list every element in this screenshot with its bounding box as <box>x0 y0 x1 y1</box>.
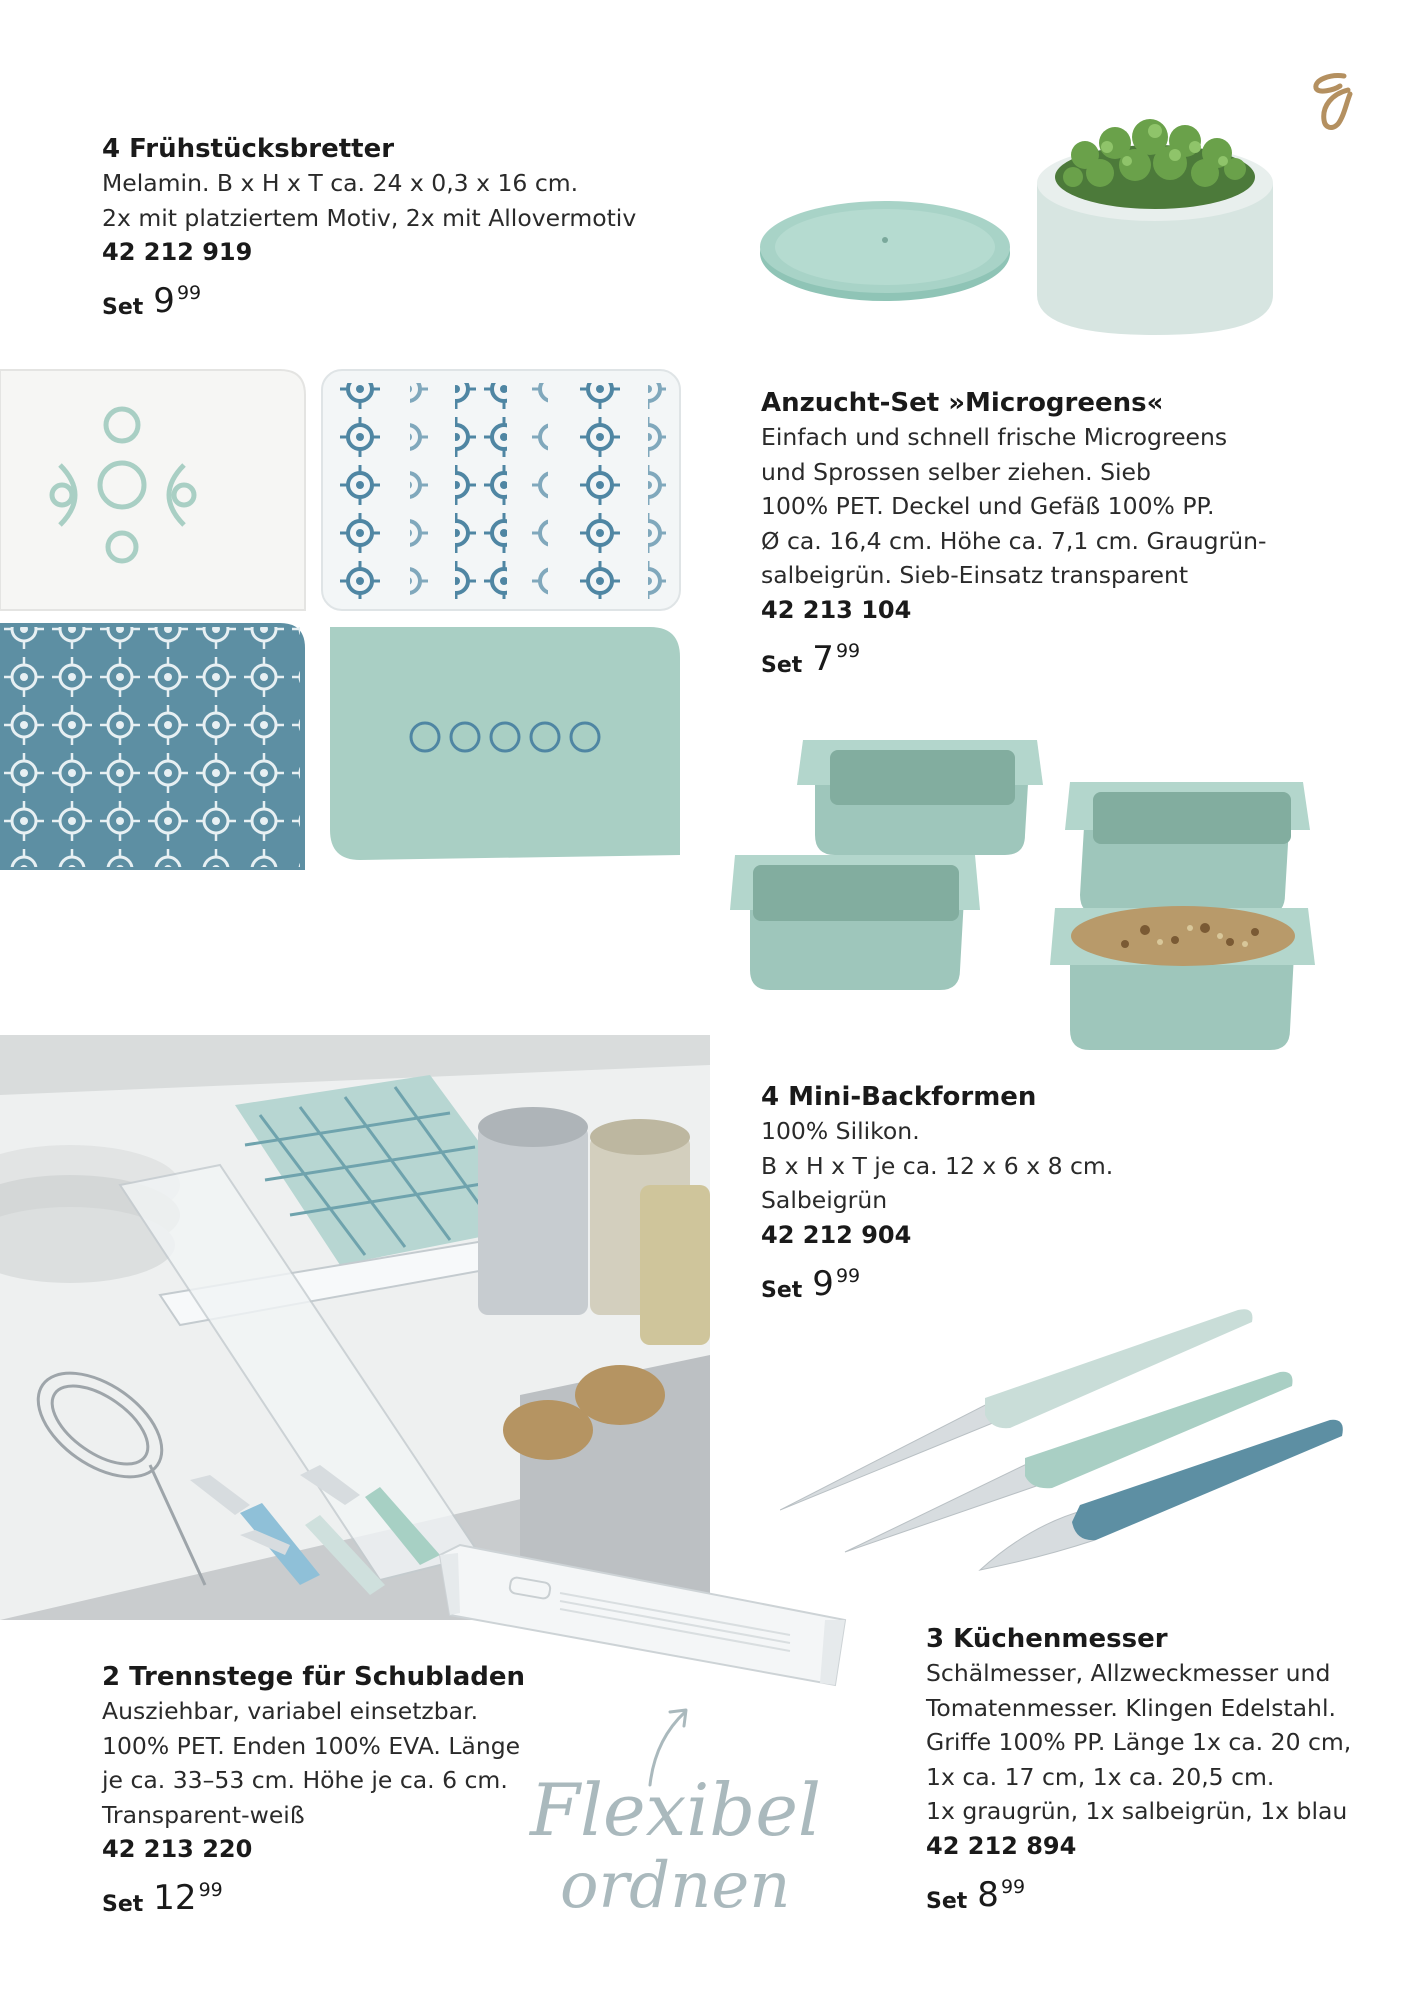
price-unit: Set <box>761 652 803 678</box>
price-unit: Set <box>102 1892 144 1917</box>
article-number: 42 212 919 <box>102 238 253 266</box>
price-cent: 99 <box>1000 1875 1026 1898</box>
product-breakfast-boards <box>102 132 636 320</box>
product-drawer-dividers <box>102 1660 525 1917</box>
product-desc-line: 100% Silikon. <box>761 1117 920 1145</box>
product-desc-line: Griffe 100% PP. Länge 1x ca. 20 cm, <box>926 1728 1352 1756</box>
product-mini-baking-molds <box>761 1080 1113 1303</box>
product-desc-line: salbeigrün. Sieb-Einsatz transparent <box>761 561 1189 589</box>
handwriting-line-1: Flexibel <box>530 1768 821 1852</box>
product-desc-line: Transparent-weiß <box>102 1800 305 1829</box>
price-unit: Set <box>761 1277 803 1303</box>
article-number: 42 212 894 <box>926 1831 1077 1860</box>
handwriting-line-2: ordnen <box>560 1849 791 1923</box>
product-title: 2 Trennstege für Schubladen <box>102 1662 526 1692</box>
product-desc-line: je ca. 33–53 cm. Höhe je ca. 6 cm. <box>102 1766 508 1794</box>
product-desc-line: 1x graugrün, 1x salbeigrün, 1x blau <box>926 1797 1348 1825</box>
price-cent: 99 <box>198 1879 223 1901</box>
price-euro: 7 <box>812 638 834 679</box>
product-desc-line: Salbeigrün <box>761 1186 888 1214</box>
product-desc-line: 100% PET. Deckel und Gefäß 100% PP. <box>761 492 1215 520</box>
mini-baking-molds-image <box>725 730 1365 1100</box>
product-desc-line: Schälmesser, Allzweckmesser und <box>926 1659 1331 1687</box>
article-number: 42 212 904 <box>761 1220 912 1249</box>
price-euro: 8 <box>977 1874 999 1915</box>
product-desc-line: Ø ca. 16,4 cm. Höhe ca. 7,1 cm. Graugrün- <box>761 526 1267 555</box>
product-title: 4 Mini-Backformen <box>761 1082 1037 1112</box>
product-kitchen-knives <box>926 1622 1351 1914</box>
article-number: 42 213 220 <box>102 1835 253 1863</box>
product-desc-line: und Sprossen selber ziehen. Sieb <box>761 457 1151 486</box>
product-desc-line: 100% PET. Enden 100% EVA. Länge <box>102 1731 521 1760</box>
product-desc-line: 2x mit platziertem Motiv, 2x mit Allovermotiv <box>102 203 637 232</box>
price-euro: 12 <box>153 1878 197 1918</box>
price-cent: 99 <box>835 1264 861 1287</box>
breakfast-boards-image <box>0 365 690 875</box>
product-desc-line: Einfach und schnell frische Microgreens <box>761 423 1228 451</box>
price-cent: 99 <box>176 282 202 304</box>
price-tag <box>102 1880 525 1917</box>
article-number: 42 213 104 <box>761 595 912 624</box>
price-tag <box>761 638 1267 679</box>
drawer-organizer-image <box>0 1035 710 1620</box>
price-cent: 99 <box>835 639 861 662</box>
product-desc-line: Tomatenmesser. Klingen Edelstahl. <box>926 1693 1336 1722</box>
product-desc-line: B x H x T je ca. 12 x 6 x 8 cm. <box>761 1151 1114 1180</box>
price-euro: 9 <box>153 281 175 321</box>
microgreens-set-image <box>755 95 1320 345</box>
product-desc-line: 1x ca. 17 cm, 1x ca. 20,5 cm. <box>926 1762 1275 1791</box>
kitchen-knives-image <box>780 1290 1360 1590</box>
price-unit: Set <box>102 295 144 320</box>
price-unit: Set <box>926 1888 968 1914</box>
mold <box>797 740 1043 855</box>
product-microgreens-set <box>761 386 1267 678</box>
product-title: Anzucht-Set »Microgreens« <box>761 388 1164 418</box>
price-euro: 9 <box>812 1263 834 1304</box>
price-tag <box>926 1874 1351 1915</box>
product-title: 3 Küchenmesser <box>926 1624 1168 1654</box>
product-desc-line: Ausziehbar, variabel einsetzbar. <box>102 1697 479 1725</box>
price-tag <box>102 283 636 320</box>
product-desc-line: Melamin. B x H x T ca. 24 x 0,3 x 16 cm. <box>102 169 579 197</box>
product-title: 4 Frühstücksbretter <box>102 134 395 164</box>
